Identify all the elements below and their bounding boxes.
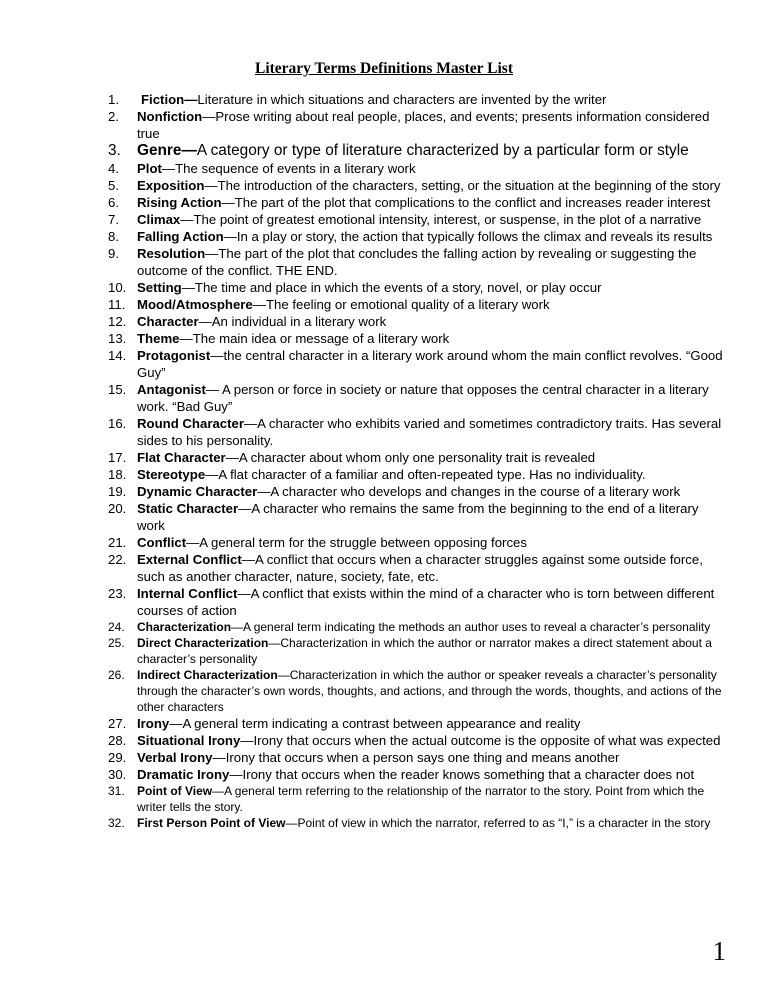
term-word: Situational Irony	[137, 733, 241, 748]
list-item	[108, 211, 728, 228]
term-word: Point of View	[137, 784, 213, 798]
item-number: 14.	[108, 348, 127, 363]
term-definition: —A general term referring to the relationship of the narrator to the story. Point from which the writer tells the story.	[137, 784, 705, 814]
term-definition: —The sequence of events in a literary work	[161, 161, 416, 176]
list-item	[108, 551, 728, 585]
term-definition: Literature in which situations and characters are invented by the writer	[197, 92, 607, 107]
term-definition: —Characterization in which the author or narrator makes a direct statement about a character’s personality	[137, 636, 712, 666]
term-word: Plot	[137, 161, 162, 176]
item-number: 19.	[108, 484, 127, 499]
term-word: Irony	[137, 716, 170, 731]
item-number: 31.	[108, 784, 125, 798]
term-definition: —A conflict that occurs when a character struggles against some outside force, such as another character, nature, society, fate, etc.	[137, 552, 703, 584]
item-number: 27.	[108, 716, 127, 731]
list-item	[108, 177, 728, 194]
list-item	[108, 483, 728, 500]
item-number: 9.	[108, 246, 119, 261]
item-number: 26.	[108, 668, 125, 682]
term-definition: —The introduction of the characters, setting, or the situation at the beginning of the story	[204, 178, 721, 193]
term-word: Fiction—	[141, 92, 198, 107]
item-number: 4.	[108, 161, 119, 176]
item-number: 13.	[108, 331, 127, 346]
list-item	[108, 91, 728, 108]
term-definition: —A general term for the struggle between opposing forces	[186, 535, 527, 550]
term-word: Static Character	[137, 501, 239, 516]
term-definition: —A character about whom only one personality trait is revealed	[225, 450, 596, 465]
term-definition: —The part of the plot that complications to the conflict and increases reader interest	[221, 195, 711, 210]
item-number: 30.	[108, 767, 127, 782]
item-number: 21.	[108, 535, 127, 550]
list-item	[108, 715, 728, 732]
item-number: 12.	[108, 314, 127, 329]
term-word: Round Character	[137, 416, 244, 431]
term-word: First Person Point of View	[137, 816, 286, 830]
term-definition: —Point of view in which the narrator, referred to as “I,” is a character in the story	[285, 816, 711, 830]
term-word: Dynamic Character	[137, 484, 258, 499]
list-item	[108, 585, 728, 619]
list-item	[108, 381, 728, 415]
list-item	[108, 194, 728, 211]
list-item	[108, 228, 728, 245]
item-number: 11.	[108, 297, 126, 312]
item-number: 16.	[108, 416, 127, 431]
term-word: Verbal Irony	[137, 750, 213, 765]
list-item	[108, 635, 728, 667]
term-word: Mood/Atmosphere	[137, 297, 253, 312]
term-word: Flat Character	[137, 450, 226, 465]
term-definition: —A general term indicating a contrast between appearance and reality	[169, 716, 581, 731]
term-word: Climax	[137, 212, 181, 227]
item-number: 3.	[108, 142, 121, 159]
term-definition: —The part of the plot that concludes the falling action by revealing or suggesting the outcome of the conflict. THE END.	[137, 246, 697, 278]
terms-list	[108, 91, 728, 831]
list-item	[108, 534, 728, 551]
list-item	[108, 160, 728, 177]
term-definition: —Prose writing about real people, places, and events; presents information considered true	[137, 109, 710, 141]
term-word: Setting	[137, 280, 182, 295]
list-item	[108, 619, 728, 635]
term-definition: —A general term indicating the methods an author uses to reveal a character’s personality	[231, 620, 711, 634]
term-definition: —A character who remains the same from the beginning to the end of a literary work	[137, 501, 699, 533]
term-definition: —An individual in a literary work	[198, 314, 387, 329]
term-definition: —A character who exhibits varied and sometimes contradictory traits. Has several sides to his personality.	[137, 416, 722, 448]
list-item	[108, 667, 728, 715]
item-number: 29.	[108, 750, 127, 765]
item-number: 28.	[108, 733, 127, 748]
item-number: 1.	[108, 92, 119, 107]
item-number: 22.	[108, 552, 127, 567]
list-item	[108, 415, 728, 449]
term-definition: —Characterization in which the author or speaker reveals a character’s personality through the character’s own words, thoughts, and actions, and through the words, thoughts, and actions of the other characters	[137, 668, 722, 714]
term-definition: —A character who develops and changes in the course of a literary work	[257, 484, 681, 499]
list-item	[108, 245, 728, 279]
item-number: 6.	[108, 195, 119, 210]
item-number: 20.	[108, 501, 127, 516]
list-item	[108, 313, 728, 330]
term-word: Stereotype	[137, 467, 206, 482]
list-item	[108, 142, 728, 160]
item-number: 8.	[108, 229, 119, 244]
term-word: Indirect Characterization	[137, 668, 278, 682]
list-item	[108, 783, 728, 815]
list-item	[108, 766, 728, 783]
item-number: 18.	[108, 467, 127, 482]
term-definition: —The point of greatest emotional intensity, interest, or suspense, in the plot of a narrative	[180, 212, 702, 227]
term-word: Rising Action	[137, 195, 222, 210]
list-item	[108, 815, 728, 831]
item-number: 2.	[108, 109, 119, 124]
term-word: Antagonist	[137, 382, 206, 397]
list-item	[108, 732, 728, 749]
item-number: 17.	[108, 450, 127, 465]
term-word: Genre—	[137, 142, 197, 159]
item-number: 23.	[108, 586, 127, 601]
list-item	[108, 449, 728, 466]
item-number: 15.	[108, 382, 127, 397]
term-word: Nonfiction	[137, 109, 203, 124]
list-item	[108, 279, 728, 296]
list-item	[108, 466, 728, 483]
item-number: 32.	[108, 816, 125, 830]
item-number: 24.	[108, 620, 125, 634]
item-number: 7.	[108, 212, 119, 227]
term-word: Character	[137, 314, 199, 329]
term-word: Falling Action	[137, 229, 224, 244]
page-number: 1	[712, 936, 726, 966]
list-item	[108, 347, 728, 381]
term-definition: —In a play or story, the action that typically follows the climax and reveals its results	[223, 229, 713, 244]
term-word: Internal Conflict	[137, 586, 238, 601]
term-word: Dramatic Irony	[137, 767, 230, 782]
list-item	[108, 296, 728, 313]
list-item	[108, 500, 728, 534]
item-number: 5.	[108, 178, 119, 193]
term-word: Conflict	[137, 535, 187, 550]
term-definition: — A person or force in society or nature that opposes the central character in a literary work. “Bad Guy”	[137, 382, 709, 414]
term-definition: —A flat character of a familiar and often-repeated type. Has no individuality.	[205, 467, 646, 482]
term-word: Direct Characterization	[137, 636, 269, 650]
term-definition: —Irony that occurs when a person says one thing and means another	[212, 750, 620, 765]
term-definition: —The main idea or message of a literary work	[179, 331, 450, 346]
list-item	[108, 330, 728, 347]
term-definition: —the central character in a literary work around whom the main conflict revolves. “Good Guy”	[137, 348, 723, 380]
term-definition: —A conflict that exists within the mind of a character who is torn between different courses of action	[137, 586, 715, 618]
list-item	[108, 749, 728, 766]
term-definition: —Irony that occurs when the reader knows something that a character does not	[229, 767, 695, 782]
term-word: Resolution	[137, 246, 206, 261]
term-definition: A category or type of literature characterized by a particular form or style	[196, 142, 689, 159]
page-title: Literary Terms Definitions Master List	[254, 60, 513, 77]
term-word: External Conflict	[137, 552, 242, 567]
term-definition: —Irony that occurs when the actual outcome is the opposite of what was expected	[240, 733, 721, 748]
term-word: Protagonist	[137, 348, 211, 363]
term-word: Characterization	[137, 620, 232, 634]
term-word: Theme	[137, 331, 180, 346]
term-definition: —The feeling or emotional quality of a literary work	[252, 297, 550, 312]
item-number: 25.	[108, 636, 125, 650]
term-definition: —The time and place in which the events of a story, novel, or play occur	[181, 280, 602, 295]
list-item	[108, 108, 728, 142]
term-word: Exposition	[137, 178, 205, 193]
item-number: 10.	[108, 280, 127, 295]
